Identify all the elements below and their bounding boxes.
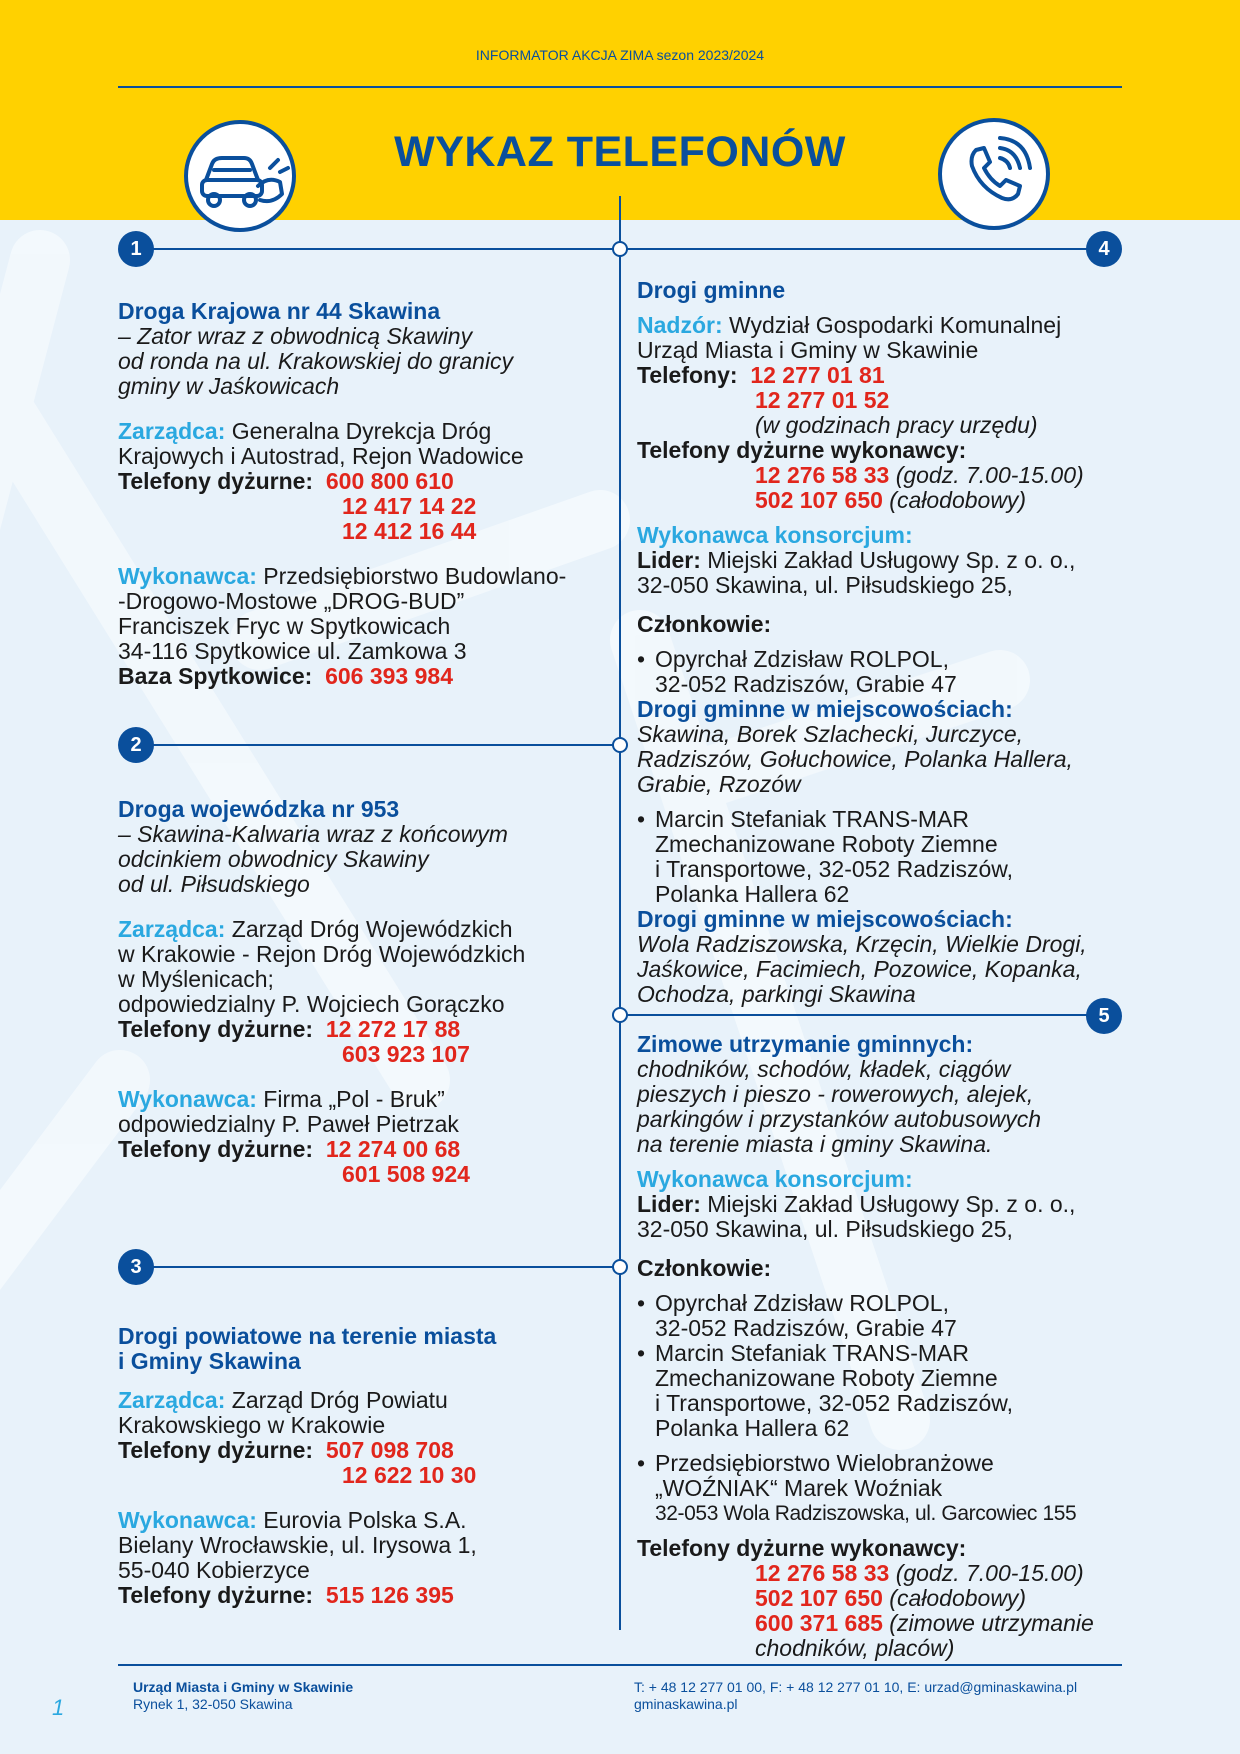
footer-address: Rynek 1, 32-050 Skawina xyxy=(133,1696,293,1712)
localities-list: Grabie, Rzozów xyxy=(637,771,801,797)
phone-number: 502 107 650 xyxy=(755,1585,883,1611)
section-number-1: 1 xyxy=(118,231,154,267)
leader-label: Lider: xyxy=(637,547,701,573)
member-address: i Transportowe, 32-052 Radziszów, xyxy=(655,1390,1013,1416)
manager-line xyxy=(118,917,525,942)
manager-contact-person: odpowiedzialny P. Wojciech Gorączko xyxy=(118,991,505,1017)
localities-label: Drogi gminne w miejscowościach: xyxy=(637,906,1013,932)
section-rule-3 xyxy=(136,1266,620,1268)
section-5-title: Zimowe utrzymanie gminnych: xyxy=(637,1031,974,1057)
phone-number: 515 126 395 xyxy=(325,1582,454,1608)
footer-org: Urząd Miasta i Gminy w Skawinie xyxy=(133,1679,354,1695)
member-address: Polanka Hallera 62 xyxy=(655,881,850,907)
footer-right xyxy=(634,1679,1077,1713)
phone-label: Telefony dyżurne: xyxy=(118,1136,314,1162)
member-name: „WOŹNIAK“ Marek Woźniak xyxy=(655,1475,943,1501)
page-number: 1 xyxy=(52,1695,65,1720)
phone-number: 12 276 58 33 xyxy=(755,1560,890,1586)
leader-label: Lider: xyxy=(637,1191,701,1217)
consortium-label: Wykonawca konsorcjum: xyxy=(637,522,913,548)
section-1-title: Droga Krajowa nr 44 Skawina xyxy=(118,298,441,324)
phone-label: Baza Spytkowice: xyxy=(118,663,313,689)
section-1 xyxy=(118,299,566,689)
member-address: Polanka Hallera 62 xyxy=(655,1415,850,1441)
localities-list: Skawina, Borek Szlachecki, Jurczyce, xyxy=(637,721,1024,747)
section-rule-5 xyxy=(620,1014,1104,1016)
member-address: 32-053 Wola Radziszowska, ul. Garcowiec 155 xyxy=(655,1502,1077,1525)
section-2-desc: odcinkiem obwodnicy Skawiny xyxy=(118,846,429,872)
phone-call-icon xyxy=(938,118,1050,230)
contractor-name: -Drogowo-Mostowe „DROG-BUD” xyxy=(118,588,465,614)
duty-phones-label: Telefony dyżurne wykonawcy: xyxy=(637,437,967,463)
section-5-desc: na terenie miasta i gminy Skawina. xyxy=(637,1131,993,1157)
section-3-title: Drogi powiatowe na terenie miasta xyxy=(118,1323,497,1349)
section-3 xyxy=(118,1324,496,1608)
member-name: Zmechanizowane Roboty Ziemne xyxy=(655,1365,998,1391)
page-title: WYKAZ TELEFONÓW xyxy=(394,128,846,176)
section-rule-2 xyxy=(136,744,620,746)
phone-number: 12 277 01 52 xyxy=(755,387,890,413)
center-divider xyxy=(619,196,621,1630)
section-4 xyxy=(637,278,1087,1007)
section-number-2: 2 xyxy=(118,727,154,763)
supervision-name: Urząd Miasta i Gminy w Skawinie xyxy=(637,337,979,363)
contractor-label: Wykonawca: xyxy=(118,1507,257,1533)
phone-number: 12 417 14 22 xyxy=(342,493,477,519)
member-item xyxy=(637,1451,1094,1476)
footer-website[interactable]: gminaskawina.pl xyxy=(634,1696,738,1712)
leader-name: Miejski Zakład Usługowy Sp. z o. o., xyxy=(707,1191,1076,1217)
member-name: Zmechanizowane Roboty Ziemne xyxy=(655,831,998,857)
leader-name: Miejski Zakład Usługowy Sp. z o. o., xyxy=(707,547,1076,573)
contractor-line xyxy=(118,1508,496,1533)
section-5 xyxy=(637,1032,1094,1661)
localities-list: Wola Radziszowska, Krzęcin, Wielkie Drogi, xyxy=(637,931,1087,957)
section-2-title: Droga wojewódzka nr 953 xyxy=(118,796,400,822)
supervision-line xyxy=(637,313,1087,338)
consortium-label: Wykonawca konsorcjum: xyxy=(637,1166,913,1192)
section-1-desc: od ronda na ul. Krakowskiej do granicy xyxy=(118,348,514,374)
divider-node xyxy=(612,737,628,753)
member-item xyxy=(637,647,1087,672)
section-2 xyxy=(118,797,525,1187)
footer-rule xyxy=(118,1664,1122,1666)
bullet: • xyxy=(637,1290,646,1316)
section-1-desc: gminy w Jaśkowicach xyxy=(118,373,340,399)
localities-list: Ochodza, parkingi Skawina xyxy=(637,981,916,1007)
member-address: 32-052 Radziszów, Grabie 47 xyxy=(655,1315,957,1341)
phone-label: Telefony dyżurne: xyxy=(118,1437,314,1463)
phone-line xyxy=(637,363,1087,388)
footer-left xyxy=(133,1679,353,1713)
phone-note: (całodobowy) xyxy=(889,487,1027,513)
section-number-4: 4 xyxy=(1086,231,1122,267)
members-label: Członkowie: xyxy=(637,1255,772,1281)
phone-number: 507 098 708 xyxy=(325,1437,454,1463)
section-number-3: 3 xyxy=(118,1249,154,1285)
manager-name: Generalna Dyrekcja Dróg xyxy=(231,418,492,444)
section-number-5: 5 xyxy=(1086,998,1122,1034)
phone-number: 12 276 58 33 xyxy=(755,462,890,488)
section-5-desc: chodników, schodów, kładek, ciągów xyxy=(637,1056,1011,1082)
manager-name: Krakowskiego w Krakowie xyxy=(118,1412,386,1438)
phone-number: 12 274 00 68 xyxy=(325,1136,461,1162)
phone-line xyxy=(118,1137,525,1162)
supervision-label: Nadzór: xyxy=(637,312,723,338)
section-1-desc: – Zator wraz z obwodnicą Skawiny xyxy=(118,323,473,349)
phone-number: 603 923 107 xyxy=(342,1041,470,1067)
member-name: Przedsiębiorstwo Wielobranżowe xyxy=(655,1450,994,1476)
member-item xyxy=(637,1341,1094,1366)
phone-note: (godz. 7.00-15.00) xyxy=(895,1560,1084,1586)
section-5-desc: parkingów i przystanków autobusowych xyxy=(637,1106,1041,1132)
contractor-address: 55-040 Kobierzyce xyxy=(118,1557,310,1583)
contractor-contact-person: odpowiedzialny P. Paweł Pietrzak xyxy=(118,1111,459,1137)
phone-number: 12 412 16 44 xyxy=(342,518,477,544)
phone-note: (całodobowy) xyxy=(889,1585,1027,1611)
footer-contact: T: + 48 12 277 01 00, F: + 48 12 277 01 10, E: urzad@gminaskawina.pl xyxy=(634,1679,1078,1695)
phone-note: (godz. 7.00-15.00) xyxy=(895,462,1084,488)
contractor-line xyxy=(118,564,566,589)
divider-node xyxy=(612,1007,628,1023)
phone-label: Telefony dyżurne: xyxy=(118,1016,314,1042)
phone-line xyxy=(118,1583,496,1608)
leader-line xyxy=(637,1192,1094,1217)
manager-label: Zarządca: xyxy=(118,1387,226,1413)
phone-line xyxy=(118,1017,525,1042)
phone-number: 12 272 17 88 xyxy=(325,1016,461,1042)
member-item xyxy=(637,807,1087,832)
localities-list: Jaśkowice, Facimiech, Pozowice, Kopanka, xyxy=(637,956,1082,982)
manager-line xyxy=(118,419,566,444)
phone-line xyxy=(118,1438,496,1463)
manager-name: Zarząd Dróg Wojewódzkich xyxy=(231,916,513,942)
contractor-line xyxy=(118,1087,525,1112)
member-name: Opyrchał Zdzisław ROLPOL, xyxy=(655,646,949,672)
localities-list: Radziszów, Gołuchowice, Polanka Hallera, xyxy=(637,746,1073,772)
member-address: 32-052 Radziszów, Grabie 47 xyxy=(655,671,957,697)
member-item xyxy=(637,1291,1094,1316)
contractor-address: 34-116 Spytkowice ul. Zamkowa 3 xyxy=(118,638,467,664)
phone-note: (zimowe utrzymanie xyxy=(889,1610,1094,1636)
phone-number: 12 622 10 30 xyxy=(342,1462,477,1488)
member-address: i Transportowe, 32-052 Radziszów, xyxy=(655,856,1013,882)
contractor-name: Eurovia Polska S.A. xyxy=(263,1507,467,1533)
contractor-name: Przedsiębiorstwo Budowlano- xyxy=(263,563,567,589)
contractor-name: Firma „Pol - Bruk” xyxy=(263,1086,445,1112)
section-2-desc: od ul. Piłsudskiego xyxy=(118,871,310,897)
contractor-name: Franciszek Fryc w Spytkowicach xyxy=(118,613,451,639)
manager-name: Krajowych i Autostrad, Rejon Wadowice xyxy=(118,443,524,469)
phone-number: 600 371 685 xyxy=(755,1610,883,1636)
phone-note: chodników, placów) xyxy=(755,1635,955,1661)
manager-name: w Krakowie - Rejon Dróg Wojewódzkich xyxy=(118,941,526,967)
phone-line xyxy=(118,664,566,689)
phone-number: 606 393 984 xyxy=(325,663,453,689)
header-rule xyxy=(118,86,1122,88)
section-2-desc: – Skawina-Kalwaria wraz z końcowym xyxy=(118,821,508,847)
contractor-address: Bielany Wrocławskie, ul. Irysowa 1, xyxy=(118,1532,477,1558)
leader-address: 32-050 Skawina, ul. Piłsudskiego 25, xyxy=(637,572,1013,598)
localities-label: Drogi gminne w miejscowościach: xyxy=(637,696,1013,722)
manager-line xyxy=(118,1388,496,1413)
members-label: Członkowie: xyxy=(637,611,772,637)
member-name: Marcin Stefaniak TRANS-MAR xyxy=(655,806,969,832)
phone-number: 601 508 924 xyxy=(342,1161,470,1187)
bullet: • xyxy=(637,1450,646,1476)
member-name: Opyrchał Zdzisław ROLPOL, xyxy=(655,1290,949,1316)
supervision-name: Wydział Gospodarki Komunalnej xyxy=(729,312,1062,338)
bullet: • xyxy=(637,646,646,672)
section-4-title: Drogi gminne xyxy=(637,277,786,303)
bullet: • xyxy=(637,1340,646,1366)
manager-name: Zarząd Dróg Powiatu xyxy=(231,1387,448,1413)
contractor-label: Wykonawca: xyxy=(118,1086,257,1112)
car-accident-icon xyxy=(184,120,296,232)
phone-label: Telefony dyżurne: xyxy=(118,468,314,494)
section-3-title: i Gminy Skawina xyxy=(118,1348,301,1374)
header-top-text: INFORMATOR AKCJA ZIMA sezon 2023/2024 xyxy=(475,47,765,63)
contractor-label: Wykonawca: xyxy=(118,563,257,589)
manager-label: Zarządca: xyxy=(118,916,226,942)
leader-address: 32-050 Skawina, ul. Piłsudskiego 25, xyxy=(637,1216,1013,1242)
divider-node xyxy=(612,241,628,257)
duty-phones-label: Telefony dyżurne wykonawcy: xyxy=(637,1535,967,1561)
manager-label: Zarządca: xyxy=(118,418,226,444)
member-name: Marcin Stefaniak TRANS-MAR xyxy=(655,1340,969,1366)
manager-name: w Myślenicach; xyxy=(118,966,274,992)
phone-line xyxy=(118,469,566,494)
phone-note: (w godzinach pracy urzędu) xyxy=(755,412,1038,438)
phone-label: Telefony: xyxy=(637,362,738,388)
section-5-desc: pieszych i pieszo - rowerowych, alejek, xyxy=(637,1081,1034,1107)
phone-number: 600 800 610 xyxy=(325,468,454,494)
leader-line xyxy=(637,548,1087,573)
divider-node xyxy=(612,1259,628,1275)
phone-label: Telefony dyżurne: xyxy=(118,1582,314,1608)
bullet: • xyxy=(637,806,646,832)
phone-number: 12 277 01 81 xyxy=(750,362,885,388)
phone-number: 502 107 650 xyxy=(755,487,883,513)
